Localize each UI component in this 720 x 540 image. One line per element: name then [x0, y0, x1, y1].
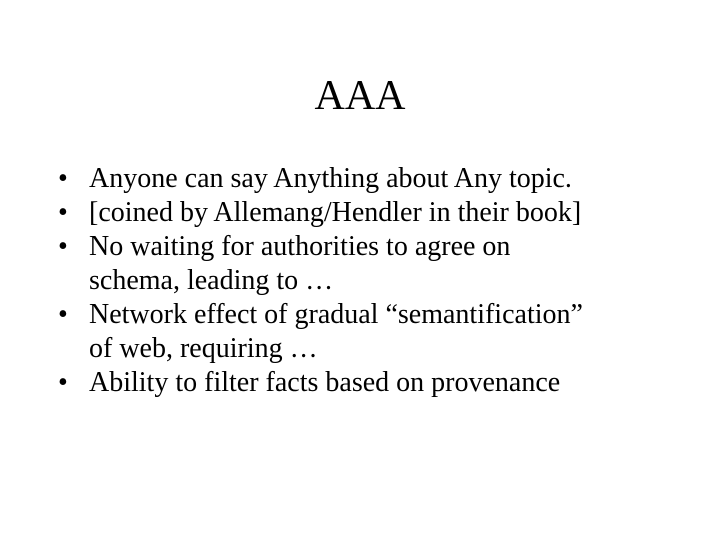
slide-title: AAA	[314, 73, 406, 119]
bullet-icon: •	[58, 163, 68, 194]
bullet-line: [coined by Allemang/Hendler in their book]	[89, 197, 582, 228]
bullet-line: Network effect of gradual “semantification”	[89, 299, 583, 330]
bullet-icon: •	[58, 299, 68, 330]
bullet-item	[58, 196, 698, 230]
bullet-text	[89, 298, 698, 366]
bullet-icon: •	[58, 231, 68, 262]
bullet-line: Ability to filter facts based on provenance	[89, 367, 561, 398]
bullet-text	[89, 196, 698, 230]
bullet-line: No waiting for authorities to agree on	[89, 231, 511, 262]
bullet-text	[89, 366, 698, 400]
bullet-line: Anyone can say Anything about Any topic.	[89, 163, 572, 194]
bullet-item	[58, 298, 698, 366]
bullet-line: schema, leading to …	[89, 265, 334, 296]
bullet-icon: •	[58, 197, 68, 228]
bullet-item	[58, 162, 698, 196]
bullet-icon: •	[58, 367, 68, 398]
bullet-line: of web, requiring …	[89, 333, 318, 364]
bullet-text	[89, 230, 698, 298]
bullet-item	[58, 230, 698, 298]
bullet-text	[89, 162, 698, 196]
bullet-list	[58, 162, 698, 400]
bullet-item	[58, 366, 698, 400]
